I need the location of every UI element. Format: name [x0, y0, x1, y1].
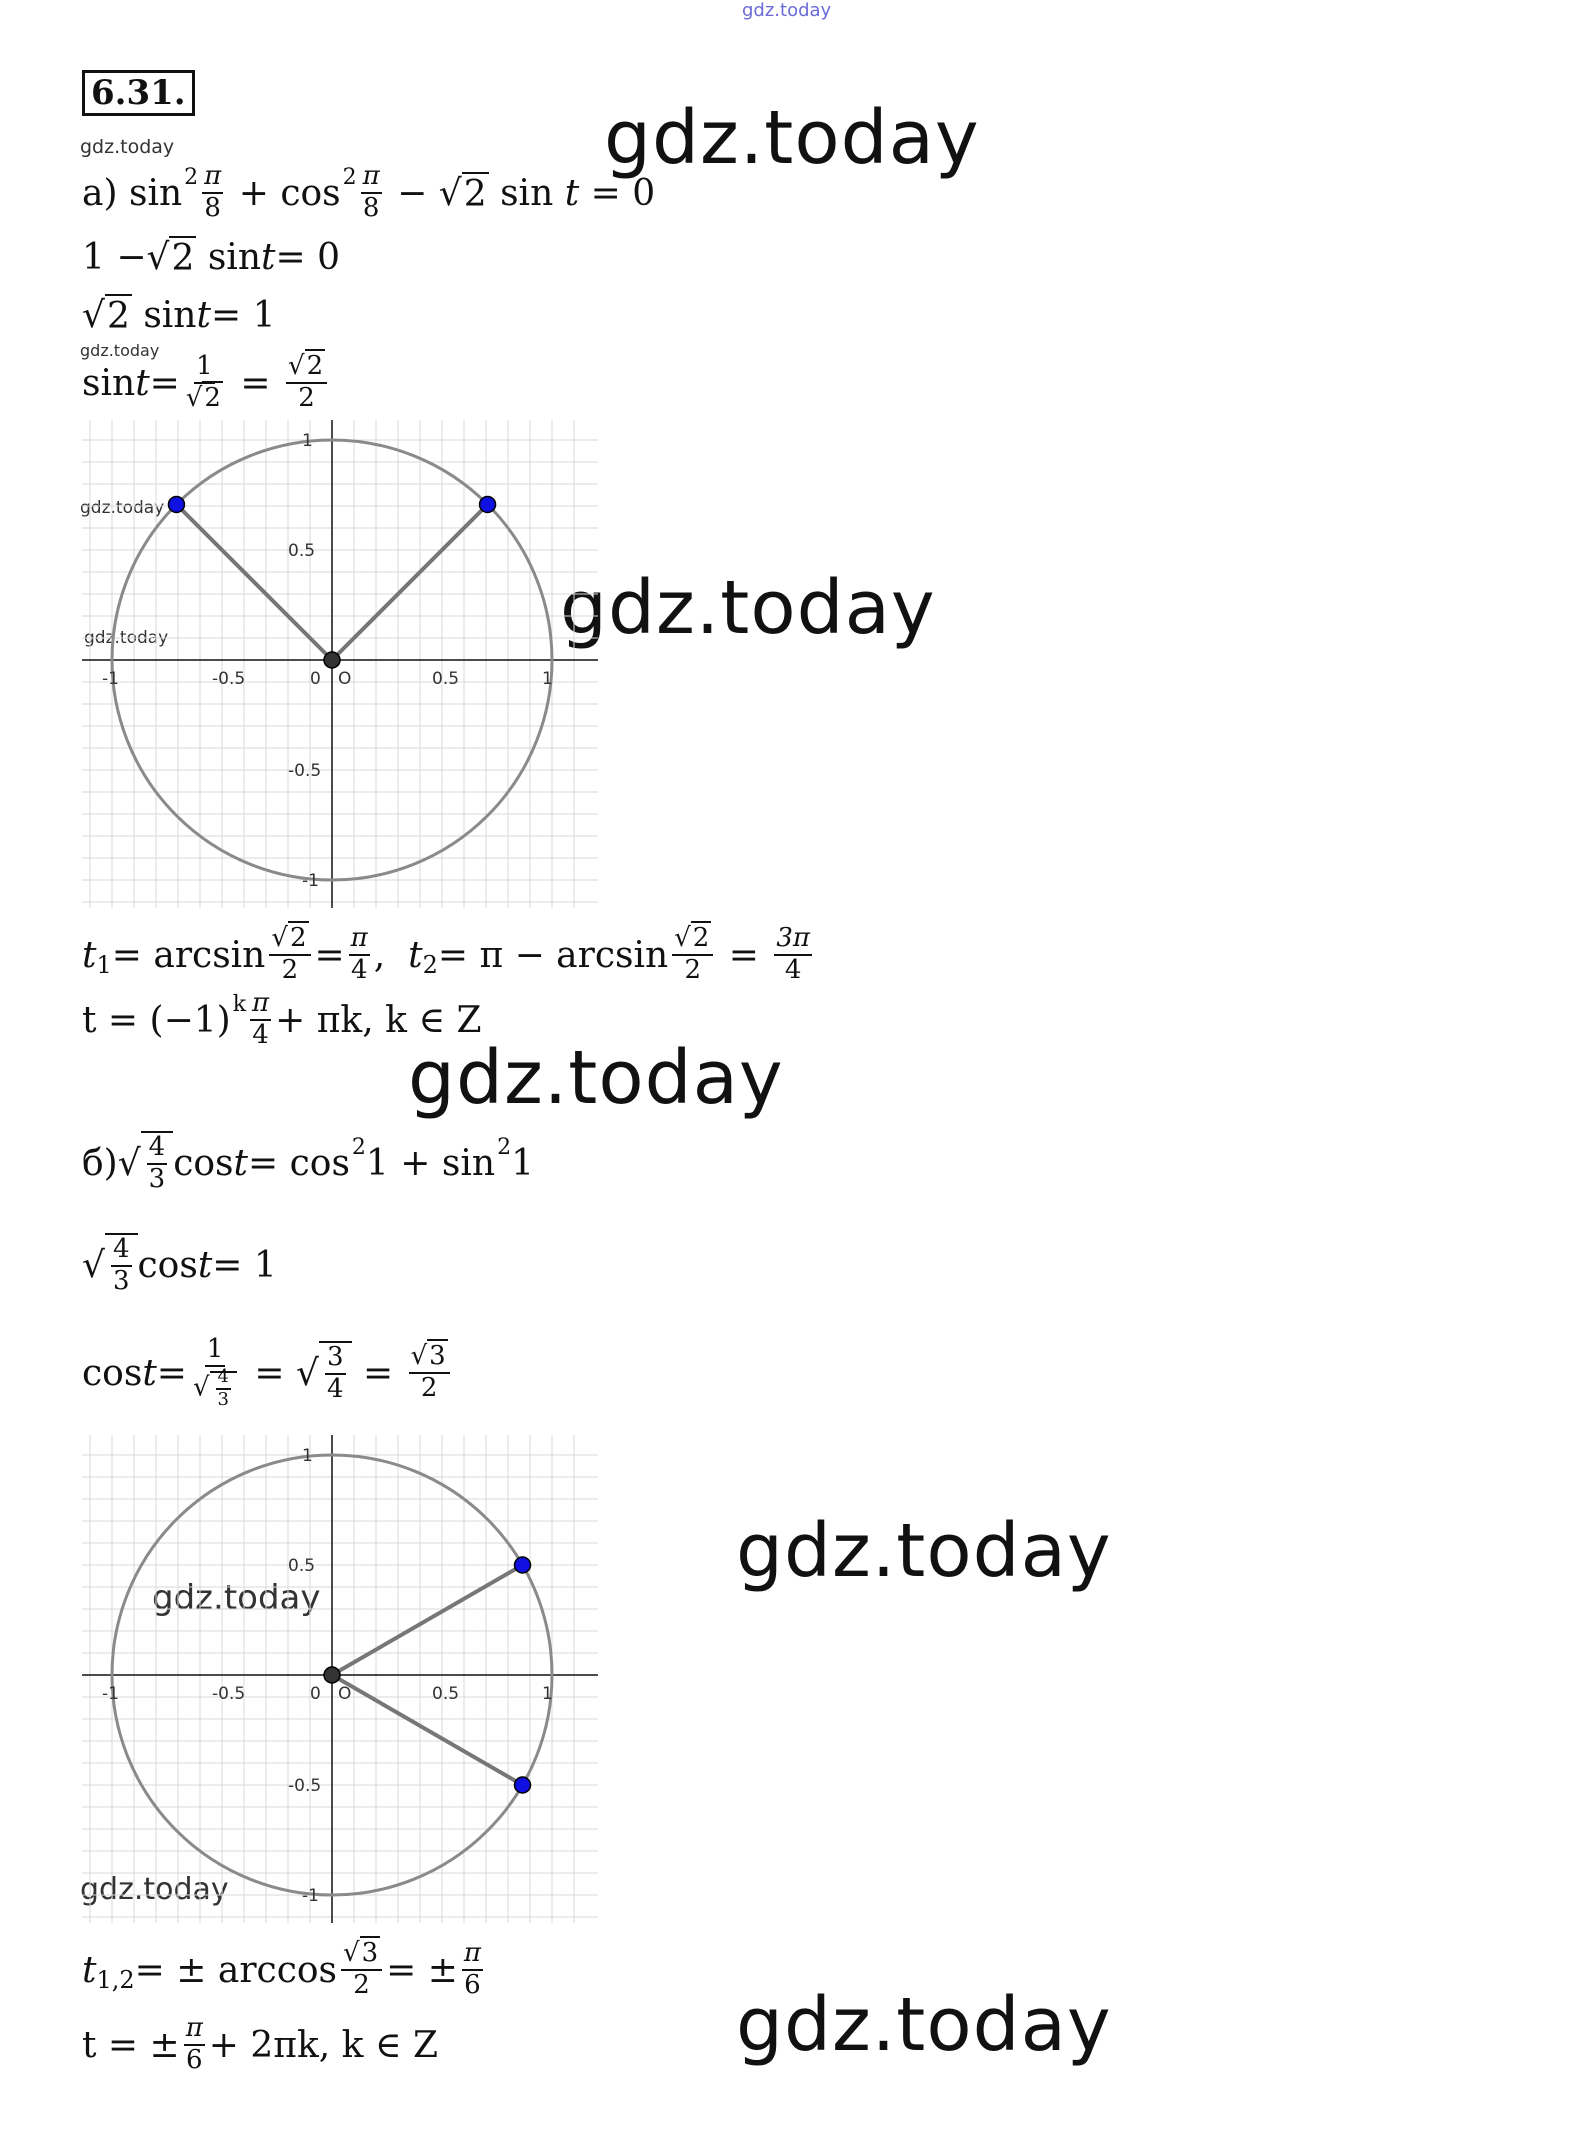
watermark-small: gdz.today: [152, 1578, 321, 1618]
watermark-small: gdz.today: [80, 341, 160, 360]
part-a-line-3: √ 2 sin t = 1: [82, 294, 276, 337]
watermark-small: gdz.today: [84, 628, 169, 648]
x-tick-label: -1: [102, 1684, 119, 1704]
watermark-big: gdz.today: [408, 1035, 784, 1121]
watermark-small: gdz.today: [80, 1872, 229, 1907]
part-b-line-3: cos t = 1 √ $\frac{4}{3}$ = √ $\frac{3}{4}$ = $\frac{√3}{2}$: [82, 1318, 454, 1428]
part-b-line-1: б) √ $\frac{4}{3}$ cos t = cos 2 1 + sin 2 1: [82, 1132, 534, 1194]
part-a-line-4: sin t = $\frac{1}{√2}$ = $\frac{√2}{2}$: [82, 348, 331, 418]
part-a-label: а): [82, 172, 118, 214]
unit-circle-graph-a: [82, 420, 598, 908]
unit-circle-graph-b: [82, 1435, 598, 1923]
part-a-line-1: а) sin 2 $\frac{\pi}{8}$ + cos 2 $\frac{\pi}{8}$ − √ 2 sin t = 0: [82, 161, 656, 223]
radius-segment: [332, 1565, 523, 1675]
y-tick-label: 1: [302, 1446, 313, 1466]
x-tick-label: -0.5: [212, 1684, 246, 1704]
x-tick-label: 0.5: [432, 1684, 460, 1704]
y-tick-label: -1: [302, 1886, 319, 1906]
y-tick-label: 1: [302, 431, 313, 451]
x-tick-label: 1: [542, 669, 553, 689]
radius-segment: [332, 1675, 523, 1785]
watermark-big: gdz.today: [604, 95, 980, 181]
x-tick-label: -0.5: [212, 669, 246, 689]
x-tick-label: 1: [542, 1684, 553, 1704]
solution-point: [515, 1557, 531, 1573]
solution-point: [480, 496, 496, 512]
origin-point: [324, 1667, 340, 1683]
y-tick-label: 0.5: [288, 1556, 316, 1576]
part-b-solution: t 1,2 = ± arccos $\frac{√3}{2}$ = ± $\frac{\pi}{6}$: [82, 1938, 481, 2000]
watermark-big: gdz.today: [560, 565, 936, 651]
watermark-big: gdz.today: [736, 1508, 1112, 1594]
solution-point: [515, 1777, 531, 1793]
y-tick-label: -1: [302, 871, 319, 891]
y-tick-label: -0.5: [288, 1776, 322, 1796]
origin-label: O: [338, 1684, 352, 1704]
watermark-big: gdz.today: [736, 1982, 1112, 2068]
y-tick-label: -0.5: [288, 761, 322, 781]
problem-number: 6.31.: [82, 70, 195, 116]
origin-label: O: [338, 669, 352, 689]
x-tick-label: -1: [102, 669, 119, 689]
part-b-general-solution: t = ± $\frac{\pi}{6}$ + 2πk, k ∈ Z: [82, 2013, 439, 2075]
solution-point: [168, 496, 184, 512]
part-a-line-2: 1 − √ 2 sin t = 0: [82, 236, 340, 279]
part-a-general-solution: t = (−1) k $\frac{\pi}{4}$ + πk, k ∈ Z: [82, 988, 482, 1050]
header-site-label: gdz.today: [742, 0, 832, 21]
y-tick-label: 0.5: [288, 541, 316, 561]
origin-point: [324, 652, 340, 668]
x-tick-label: 0.5: [432, 669, 460, 689]
watermark-small: gdz.today: [80, 136, 175, 158]
part-b-label: б): [82, 1142, 118, 1184]
x-tick-label: 0: [310, 669, 321, 689]
x-tick-label: 0: [310, 1684, 321, 1704]
watermark-small: gdz.today: [80, 498, 165, 518]
part-a-solution: t 1 = arcsin $\frac{√2}{2}$ = $\frac{\pi}{4}$ , t 2 = π − arcsin $\frac{√2}{2}$ = $\frac{3\pi}{4}$: [82, 923, 811, 985]
part-b-line-2: √ $\frac{4}{3}$ cos t = 1: [82, 1234, 277, 1296]
